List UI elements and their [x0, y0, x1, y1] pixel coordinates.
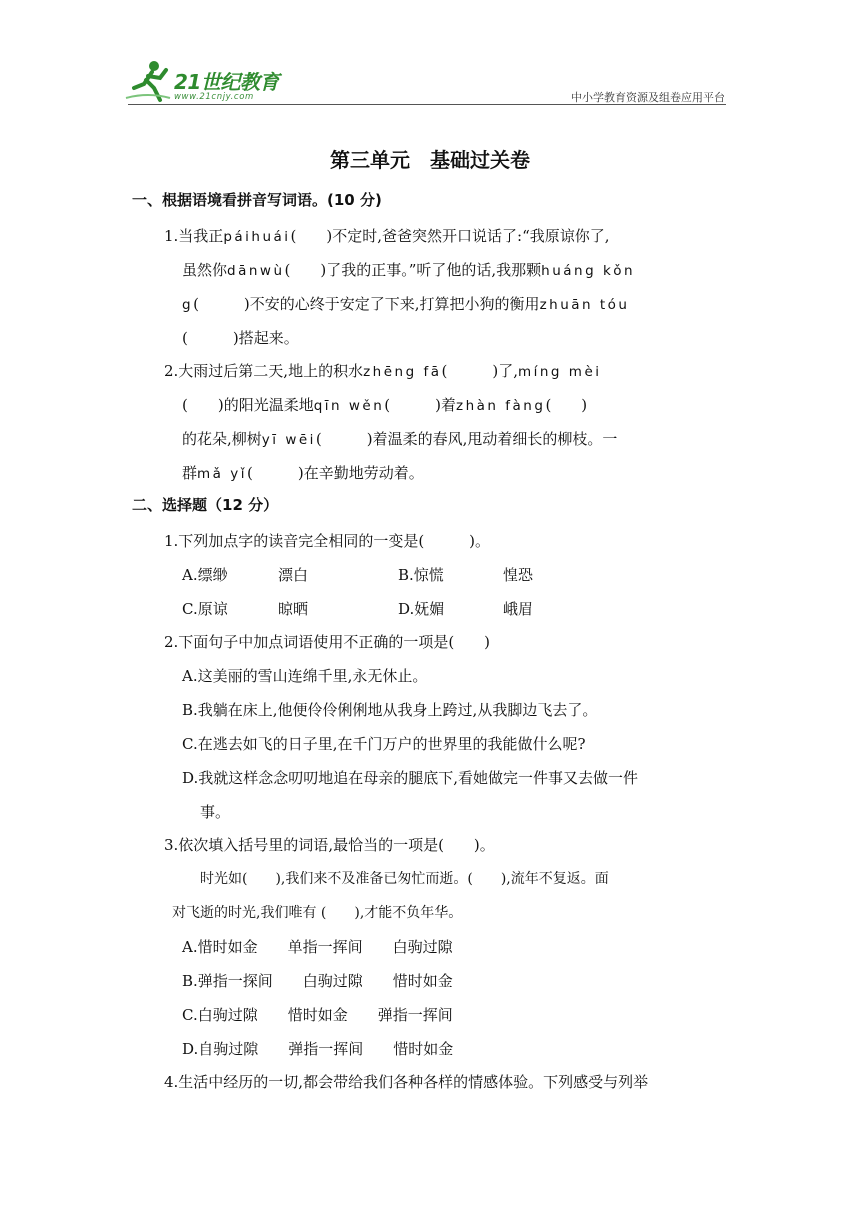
pinyin: zhàn fàng: [456, 398, 546, 414]
option-d-continued: 事。: [200, 803, 231, 821]
option-row: [182, 592, 730, 626]
pinyin: zhēng fā: [363, 364, 442, 380]
logo-text: 21世纪教育: [174, 70, 279, 94]
option-c: C.白驹过隙 惜时如金 弹指一挥间: [182, 1006, 453, 1024]
question-2-3: 3.依次填入括号里的词语,最恰当的一项是( )。: [164, 836, 495, 854]
option-b2: 惶恐: [503, 566, 534, 584]
option-row: [182, 558, 730, 592]
logo-url: www.21cnjy.com: [174, 92, 254, 102]
option-a: A.这美丽的雪山连绵千里,永无休止。: [182, 667, 428, 685]
pinyin: yī wēi: [261, 432, 316, 448]
option-c1: C.原谅: [182, 600, 228, 618]
header-divider: [128, 104, 726, 105]
question-2-4: 4.生活中经历的一切,都会带给我们各种各样的情感体验。下列感受与列举: [164, 1073, 649, 1091]
site-logo: [124, 58, 294, 108]
pinyin: qīn wěn: [313, 398, 385, 414]
option-d: D.我就这样念念叨叨地追在母亲的腿底下,看她做完一件事又去做一件: [182, 769, 639, 787]
question-1-2: 2.大雨过后第二天,地上的积水zhēng fā( )了,míng mèi ( )的阳光温柔地qīn wěn( )着zhàn fàng( ) 的花朵,柳树yī wēi( )着温柔的春风,甩动着细长的柳枝。一 群mǎ yǐ( )在辛勤地劳动着。: [164, 362, 618, 482]
option-b: B.弹指一探间 白驹过隙 惜时如金: [182, 972, 453, 990]
platform-name: 中小学教育资源及组卷应用平台: [571, 91, 725, 104]
option-c2: 晾晒: [278, 600, 309, 618]
title-unit: 第三单元: [330, 148, 410, 172]
passage-line-1: 时光如( ),我们来不及准备已匆忙而逝。( ),流年不复返。面: [200, 871, 609, 887]
option-c: C.在逃去如飞的日子里,在千门万户的世界里的我能做什么呢?: [182, 735, 586, 753]
pinyin: dānwù: [227, 263, 285, 279]
option-b: B.我躺在床上,他便伶伶俐俐地从我身上跨过,从我脚边飞去了。: [182, 701, 598, 719]
section-1-heading: 一、根据语境看拼音写词语。(10 分): [132, 191, 382, 209]
page-header: [0, 0, 860, 110]
title-name: 基础过关卷: [430, 148, 530, 172]
option-a: A.惜时如金 单指一挥间 白驹过隙: [182, 938, 453, 956]
page-title: [0, 144, 860, 173]
pinyin: páihuái: [223, 229, 291, 245]
passage-line-2: 对飞逝的时光,我们唯有 ( ),才能不负年华。: [172, 905, 463, 921]
option-a2: 漂白: [278, 566, 309, 584]
option-d: D.自驹过隙 弹指一挥间 惜时如金: [182, 1040, 454, 1058]
pinyin: huáng kǒn: [541, 263, 636, 279]
question-2-1: 1.下列加点字的读音完全相同的一变是( )。: [164, 532, 491, 550]
section-2-heading: 二、选择题（12 分）: [132, 496, 279, 514]
pinyin: míng mèi: [517, 364, 602, 380]
pinyin: mǎ yǐ: [197, 466, 247, 482]
option-d2: 峨眉: [503, 600, 534, 618]
pinyin: zhuān tóu: [539, 297, 630, 313]
option-d1: D.妩媚: [398, 600, 445, 618]
option-a1: A.缥缈: [182, 566, 228, 584]
question-1-1: 1.当我正páihuái( )不定时,爸爸突然开口说话了:“我原谅你了, 虽然你dānwù( )了我的正事。”听了他的话,我那颗huáng kǒn g( )不安的心终于安定了下来,打算把小狗的衡用zhuān tóu ( )搭起来。: [164, 227, 636, 347]
exam-content: [132, 188, 730, 1099]
option-b1: B.惊慌: [398, 566, 444, 584]
question-2-2: 2.下面句子中加点词语使用不正确的一项是( ): [164, 633, 491, 651]
runner-logo-icon: [124, 58, 172, 104]
